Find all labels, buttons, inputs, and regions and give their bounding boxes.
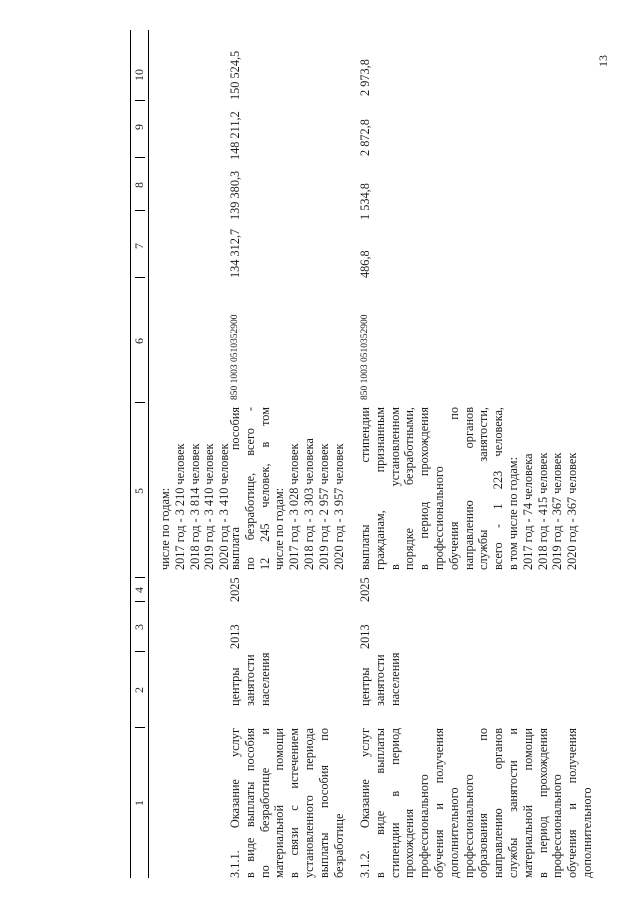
column-divider	[135, 157, 145, 158]
row1-col9-amount: 148 211,2	[228, 111, 242, 160]
row2-col6-budget-code: 850 1003 0510352900	[360, 314, 370, 400]
row1-col7-amount: 134 312,7	[228, 228, 242, 278]
row2-col3-start-year: 2013	[358, 624, 372, 649]
row2-col5-result: выплаты стипендии гражданам, признанным в установленном порядке безработными, в период прохождения профессионального обучения по направлению органов службы занятости, всего - 1 223 человека, в том числе по годам: 2017 год - 74 человека 2018 год - 415 человек 2019 год - 367 человек 2020 год - 367 человек	[358, 407, 580, 570]
column-number-10: 10	[132, 69, 146, 81]
column-number-1: 1	[132, 800, 146, 806]
row2-col4-end-year: 2025	[358, 577, 372, 602]
column-number-7: 7	[132, 243, 146, 249]
row2-col2-executor: центры занятости населения	[358, 652, 402, 706]
row1-col2-executor: центры занятости населения	[228, 652, 272, 706]
column-divider	[135, 277, 145, 278]
header-top-rule	[130, 30, 131, 878]
row1-col3-start-year: 2013	[228, 624, 242, 649]
row1-col10-amount: 150 524,5	[228, 50, 242, 100]
row1-col6-budget-code: 850 1003 0510352900	[230, 314, 240, 400]
page-number: 13	[596, 55, 610, 67]
row2-col8-amount: 1 534,8	[358, 183, 372, 220]
column-number-6: 6	[132, 338, 146, 344]
continuation-col5: числе по годам: 2017 год - 3 210 человек 2018 год - 3 814 человек 2019 год - 3 410 человек 2020 год - 3 410 человек	[158, 443, 232, 570]
column-number-8: 8	[132, 182, 146, 188]
column-number-9: 9	[132, 124, 146, 130]
column-divider	[135, 651, 145, 652]
row1-col8-amount: 139 380,3	[228, 170, 242, 220]
column-divider	[135, 727, 145, 728]
row1-col1-description: 3.1.1. Оказание услуг в виде выплаты пособия по безработице и материальной помощи в связи с истечением установленного периода выплаты пособия по безработице	[228, 728, 346, 878]
column-divider	[135, 210, 145, 211]
column-number-3: 3	[132, 624, 146, 630]
row1-col5-result: выплата пособия по безработице, всего - 12 245 человек, в том числе по годам: 2017 год - 3 028 человек 2018 год - 3 303 человека 2019 год - 2 957 человек 2020 год - 3 957 человек	[228, 407, 346, 570]
budget-table	[90, 30, 630, 878]
column-divider	[135, 402, 145, 403]
column-number-4: 4	[132, 587, 146, 593]
row2-col1-description: 3.1.2. Оказание услуг в виде выплаты стипендии в период прохождения профессионального обучения и получения дополнительного профессионального образования по направлению органов службы занятости и материальной помощи в период прохождения профессионального обучения и получения дополнительного	[358, 728, 594, 878]
column-number-2: 2	[132, 687, 146, 693]
row1-col4-end-year: 2025	[228, 577, 242, 602]
row2-col9-amount: 2 872,8	[358, 119, 372, 156]
header-bottom-rule	[148, 30, 149, 878]
column-number-5: 5	[132, 488, 146, 494]
column-divider	[135, 100, 145, 101]
row2-col10-amount: 2 973,8	[358, 59, 372, 96]
row2-col7-amount: 486,8	[358, 250, 372, 278]
